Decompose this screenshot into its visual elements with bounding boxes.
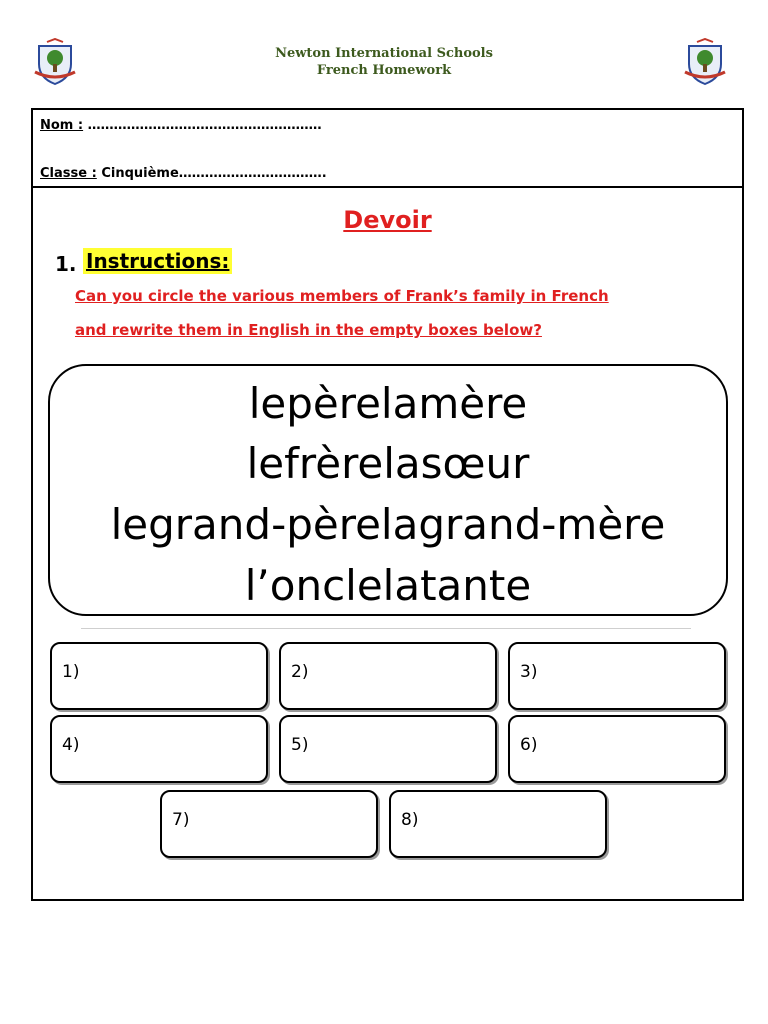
word-search-box — [48, 364, 728, 616]
devoir-title: Devoir — [343, 206, 432, 234]
answer-box-2[interactable] — [279, 642, 497, 710]
answer-label: 6) — [520, 735, 538, 755]
answer-box-8[interactable] — [389, 790, 607, 858]
nom-line[interactable] — [40, 118, 322, 133]
word-line[interactable]: lepèrelamère — [248, 379, 528, 428]
answer-label: 5) — [291, 735, 309, 755]
page-header — [0, 0, 768, 100]
classe-label: Classe : — [40, 166, 97, 181]
answer-box-1[interactable] — [50, 642, 268, 710]
answer-label: 2) — [291, 662, 309, 682]
classe-value: Cinquième……………………………. — [96, 166, 327, 181]
question-number: 1. — [55, 252, 77, 276]
word-line[interactable]: lefrèrelasœur — [246, 439, 530, 488]
classe-line[interactable] — [40, 166, 327, 181]
instructions-text-line1: Can you circle the various members of Frank’s family in French — [75, 287, 609, 305]
instructions-heading: Instructions: — [83, 248, 232, 274]
word-line[interactable]: legrand-pèrelagrand-mère — [110, 500, 666, 549]
answer-label: 7) — [172, 810, 190, 830]
student-info — [33, 110, 742, 188]
answer-box-7[interactable] — [160, 790, 378, 858]
answer-label: 1) — [62, 662, 80, 682]
divider — [81, 628, 691, 629]
nom-label: Nom : — [40, 118, 84, 133]
answer-label: 4) — [62, 735, 80, 755]
instructions-text-line2: and rewrite them in English in the empty boxes below? — [75, 321, 542, 339]
answer-label: 3) — [520, 662, 538, 682]
worksheet-frame — [31, 108, 744, 901]
answer-box-3[interactable] — [508, 642, 726, 710]
answer-box-6[interactable] — [508, 715, 726, 783]
answer-box-4[interactable] — [50, 715, 268, 783]
answer-box-5[interactable] — [279, 715, 497, 783]
word-line[interactable]: l’onclelatante — [244, 561, 532, 610]
school-name: Newton International Schools — [275, 46, 493, 61]
school-crest-icon — [683, 38, 727, 86]
homework-subtitle: French Homework — [316, 63, 452, 78]
nom-blank: ……………………………………………… — [83, 118, 322, 133]
answer-label: 8) — [401, 810, 419, 830]
